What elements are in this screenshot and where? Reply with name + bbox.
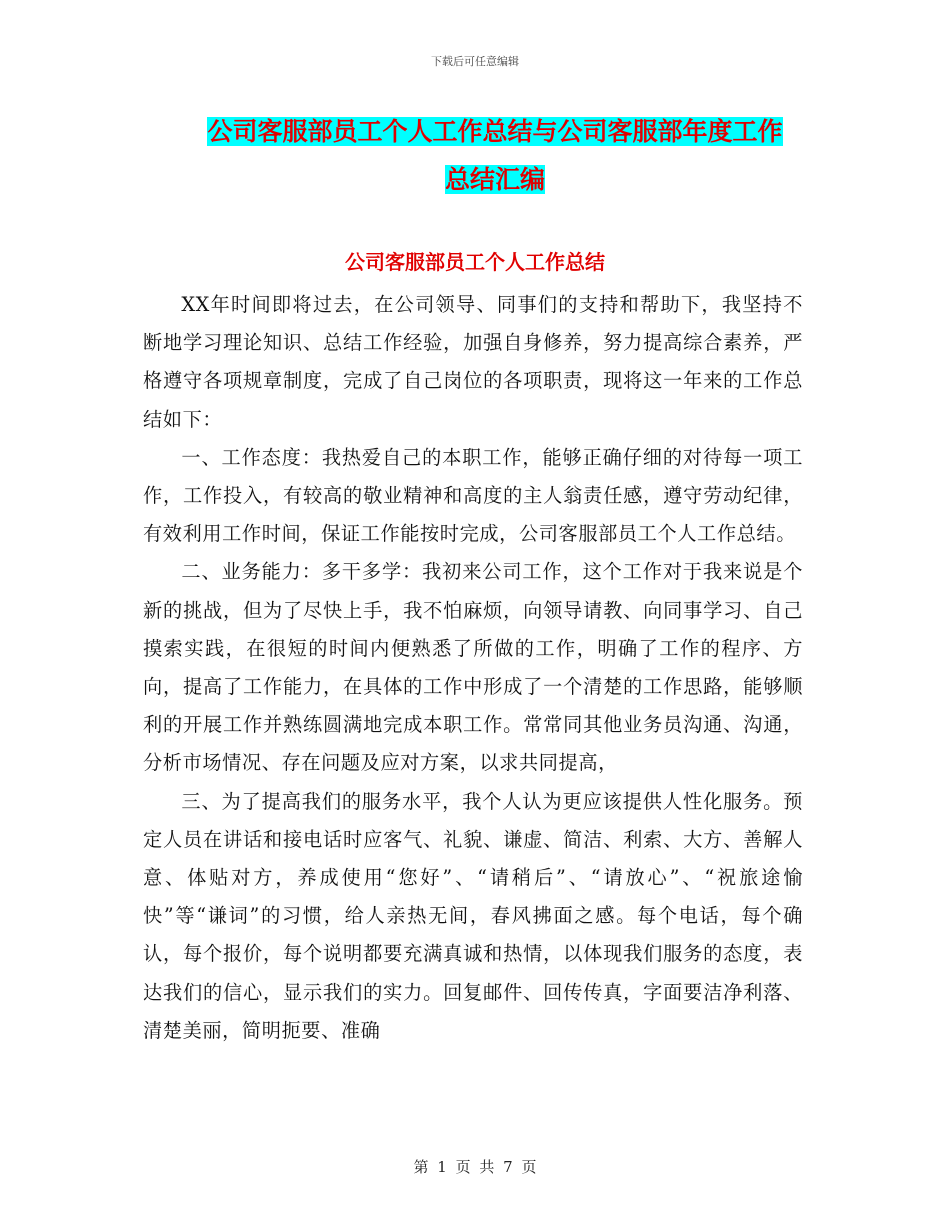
document-body: [143, 286, 803, 1050]
paragraph-service-level: 三、为了提高我们的服务水平，我个人认为更应该提供人性化服务。预定人员在讲话和接电话时应客气、礼貌、谦虚、简洁、利索、大方、善解人意、体贴对方，养成使用“您好”、“请稍后”、“请放心”、“祝旅途愉快”等“谦词”的习惯，给人亲热无间，春风拂面之感。每个电话，每个确认，每个报价，每个说明都要充满真诚和热情，以体现我们服务的态度，表达我们的信心，显示我们的实力。回复邮件、回传传真，字面要洁净利落、清楚美丽，简明扼要、准确: [143, 789, 803, 1042]
page-number-footer: 第 1 页 共 7 页: [413, 1158, 537, 1176]
header-note: 下载后可任意编辑: [431, 55, 519, 68]
paragraph-intro: XX年时间即将过去，在公司领导、同事们的支持和帮助下，我坚持不断地学习理论知识、总结工作经验，加强自身修养，努力提高综合素养，严格遵守各项规章制度，完成了自己岗位的各项职责，现将这一年来的工作总结如下：: [143, 293, 803, 431]
section-title: 公司客服部员工个人工作总结: [345, 250, 605, 274]
main-title-line-1: 公司客服部员工个人工作总结与公司客服部年度工作: [207, 117, 783, 146]
paragraph-business-ability: 二、业务能力：多干多学：我初来公司工作，这个工作对于我来说是个新的挑战，但为了尽快上手，我不怕麻烦，向领导请教、向同事学习、自己摸索实践，在很短的时间内便熟悉了所做的工作，明确了工作的程序、方向，提高了工作能力，在具体的工作中形成了一个清楚的工作思路，能够顺利的开展工作并熟练圆满地完成本职工作。常常同其他业务员沟通、沟通，分析市场情况、存在问题及应对方案，以求共同提高，: [143, 560, 803, 775]
main-title: [140, 108, 850, 204]
main-title-line-2: 总结汇编: [444, 165, 545, 194]
paragraph-work-attitude: 一、工作态度：我热爱自己的本职工作，能够正确仔细的对待每一项工作，工作投入，有较高的敬业精神和高度的主人翁责任感，遵守劳动纪律，有效利用工作时间，保证工作能按时完成，公司客服部员工个人工作总结。: [143, 445, 803, 546]
